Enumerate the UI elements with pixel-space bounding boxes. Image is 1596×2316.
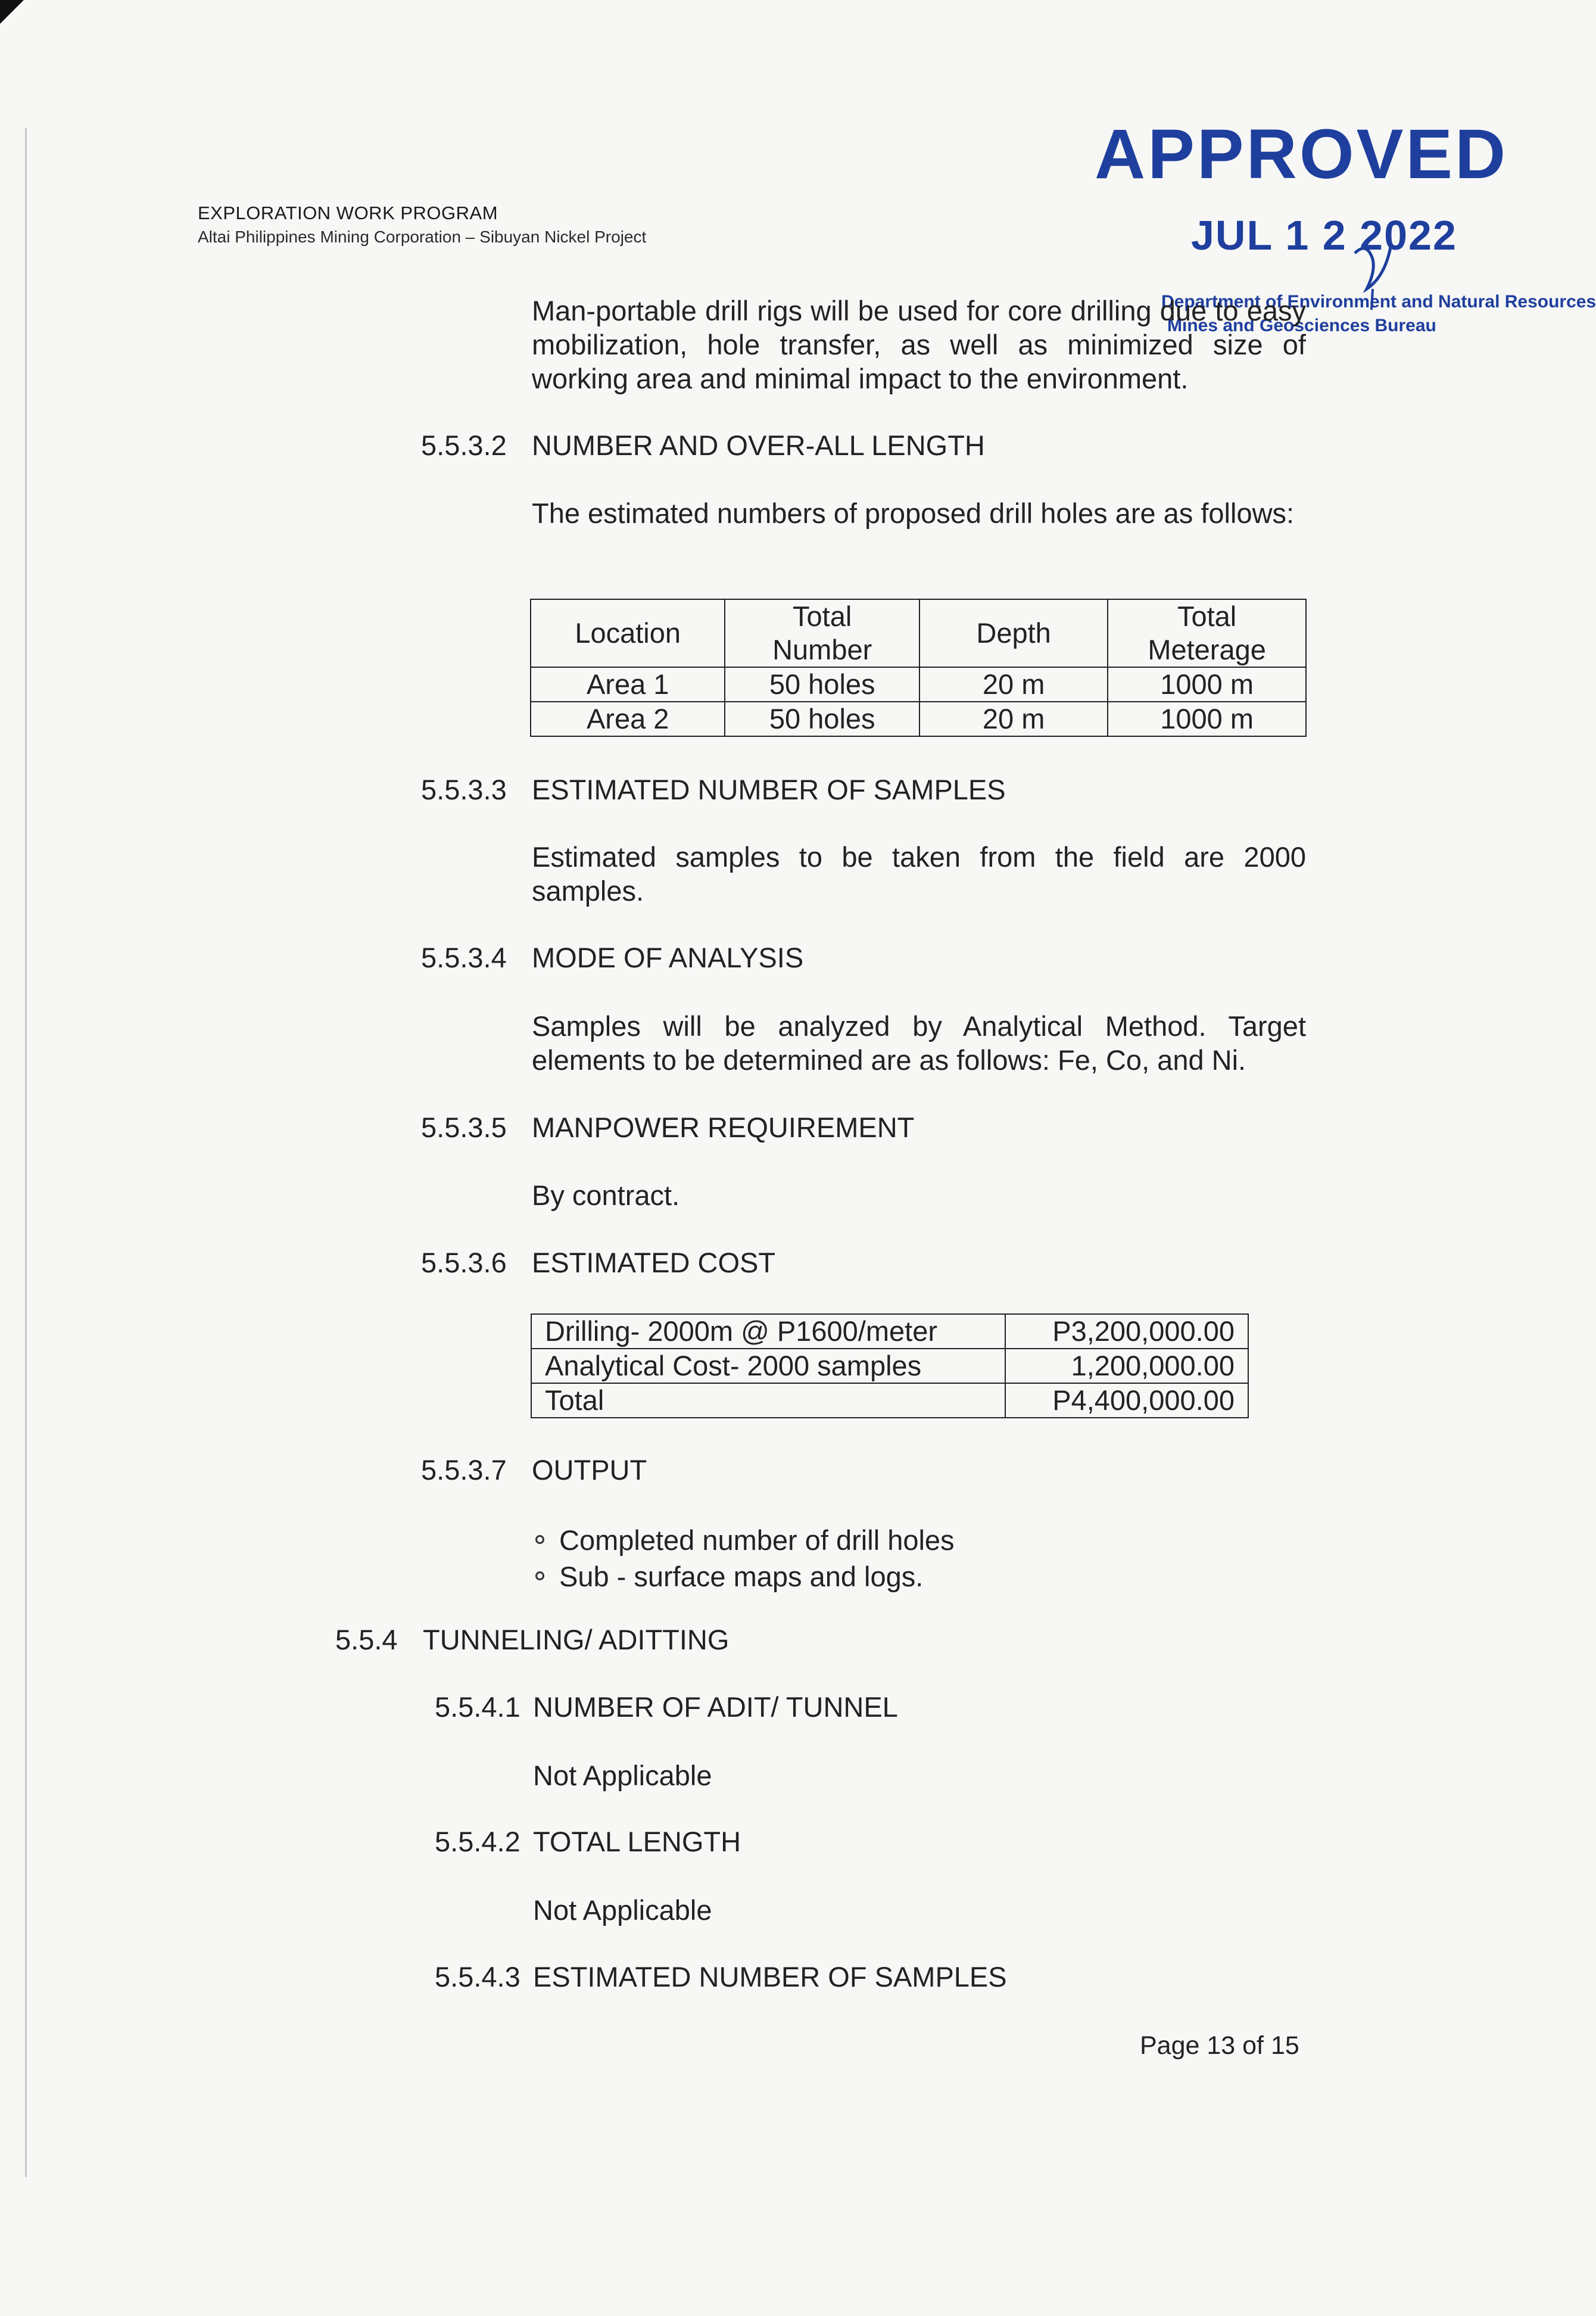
section-text: Samples will be analyzed by Analytical Method. Target elements to be determined are as follows: Fe, Co, and Ni. [532, 1010, 1306, 1076]
table-row [531, 667, 1306, 702]
header-cell: Location [531, 599, 725, 667]
section-text: The estimated numbers of proposed drill holes are as follows: [532, 497, 1295, 529]
page-number: Page 13 of 15 [1140, 2031, 1299, 2060]
table-cell: Area 1 [531, 667, 725, 702]
list-item [532, 1522, 955, 1558]
doc-header-title: EXPLORATION WORK PROGRAM [198, 203, 498, 223]
section-title: NUMBER AND OVER-ALL LENGTH [532, 429, 985, 461]
approved-stamp: APPROVED [1095, 115, 1508, 194]
table-cell: 20 m [919, 702, 1108, 736]
header-cell: Total Number [725, 599, 919, 667]
section-title: ESTIMATED NUMBER OF SAMPLES [532, 774, 1006, 805]
section-title: ESTIMATED NUMBER OF SAMPLES [533, 1961, 1007, 1993]
table-cell: 50 holes [725, 667, 919, 702]
section-number: 5.5.3.4 [421, 942, 507, 973]
table-cell: 1000 m [1108, 667, 1306, 702]
stamp-date: JUL 1 2 2022 [1191, 212, 1457, 259]
list-item-text: Completed number of drill holes [559, 1524, 955, 1556]
intro-paragraph: Man-portable drill rigs will be used for core drilling due to easy mobilization, hole transfer, as well as minimized size of working area and minimal impact to the environment. [532, 295, 1306, 394]
scan-corner-mark [0, 0, 24, 24]
list-item-text: Sub - surface maps and logs. [559, 1561, 924, 1592]
table-cell: 20 m [919, 667, 1108, 702]
section-number: 5.5.4.2 [435, 1826, 520, 1857]
section-number: 5.5.3.2 [421, 429, 507, 461]
page-left-edge [25, 128, 27, 2177]
list-item [532, 1558, 955, 1595]
bullet-icon [535, 1571, 544, 1580]
section-title: MANPOWER REQUIREMENT [532, 1112, 915, 1143]
table-row [531, 1349, 1248, 1383]
table-row [531, 1314, 1248, 1349]
table-cell: 50 holes [725, 702, 919, 736]
section-text: Not Applicable [533, 1760, 712, 1791]
section-number: 5.5.3.3 [421, 774, 507, 805]
section-number: 5.5.4.3 [435, 1961, 520, 1993]
drill-holes-table [530, 599, 1307, 737]
bullet-icon [535, 1535, 544, 1544]
section-text: Estimated samples to be taken from the field are 2000 samples. [532, 841, 1306, 907]
section-number: 5.5.3.5 [421, 1112, 507, 1143]
section-title: TUNNELING/ ADITTING [423, 1624, 730, 1655]
cost-item: Drilling- 2000m @ P1600/meter [531, 1314, 1005, 1349]
section-text: Not Applicable [533, 1894, 712, 1926]
section-title: MODE OF ANALYSIS [532, 942, 804, 973]
stamp-bureau-line: Mines and Geosciences Bureau [1167, 316, 1436, 335]
header-cell: Depth [919, 599, 1108, 667]
section-number: 5.5.4.1 [435, 1691, 520, 1723]
stamp-agency-line: Department of Environment and Natural Resources [1161, 292, 1596, 312]
section-title: TOTAL LENGTH [533, 1826, 741, 1857]
section-number: 5.5.3.6 [421, 1247, 507, 1278]
table-cell: Area 2 [531, 702, 725, 736]
cost-item: Analytical Cost- 2000 samples [531, 1349, 1005, 1383]
section-title: NUMBER OF ADIT/ TUNNEL [533, 1691, 898, 1723]
estimated-cost-table [531, 1313, 1249, 1418]
cost-item: Total [531, 1383, 1005, 1418]
section-title: OUTPUT [532, 1454, 647, 1486]
section-text: By contract. [532, 1179, 680, 1211]
doc-header-subtitle: Altai Philippines Mining Corporation – Sibuyan Nickel Project [198, 228, 647, 246]
table-row [531, 1383, 1248, 1418]
section-number: 5.5.3.7 [421, 1454, 507, 1486]
cost-amount: P3,200,000.00 [1005, 1314, 1248, 1349]
section-title: ESTIMATED COST [532, 1247, 776, 1278]
section-number: 5.5.4 [335, 1624, 398, 1655]
output-list [532, 1522, 955, 1595]
table-header-row [531, 599, 1306, 667]
table-row [531, 702, 1306, 736]
table-cell: 1000 m [1108, 702, 1306, 736]
cost-amount: 1,200,000.00 [1005, 1349, 1248, 1383]
header-cell: Total Meterage [1108, 599, 1306, 667]
cost-amount: P4,400,000.00 [1005, 1383, 1248, 1418]
